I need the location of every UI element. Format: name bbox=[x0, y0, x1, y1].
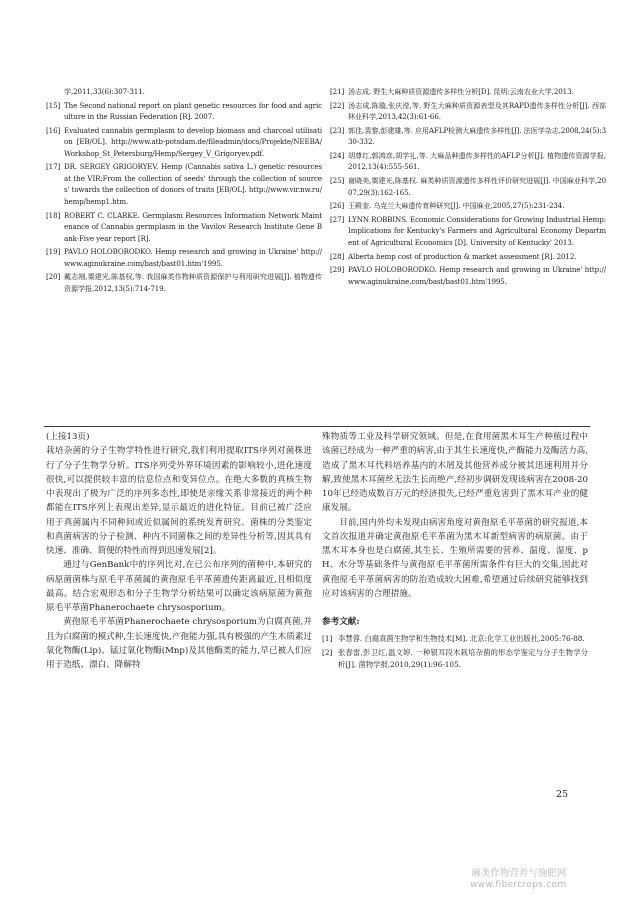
reference-entry: [17] DR. SERGEY GRIGORYEV. Hemp (Cannabis sativa L.) genetic resources at the VIR:From the collection of seeds' through the collection of sources' towards the collection of donors of traits [EB/OL]. http://www.vir.nw.ru/hemp/hemp1.htm. bbox=[46, 162, 322, 206]
reference-entry: [19] PAVLO HOLOBORODKO. Hemp research and growing in Ukraine' http://www.aginukraine.com/bast/bast01.htm'1995. bbox=[46, 247, 322, 268]
references-list bbox=[322, 633, 588, 671]
references-continued-right bbox=[330, 86, 606, 289]
reference-entry: [29] PAVLO HOLOBORODKO. Hemp research and growing in Ukraine' http://www.aginukraine.com/bast/bast01.htm'1995. bbox=[330, 265, 606, 286]
reference-entry: [18] ROBERT C. CLARKE. Germplasm Resources Information Network Maintenance of Cannabis germplasm in the Vavilov Research Institute Gene Bank-Five year report [R]. bbox=[46, 210, 322, 243]
reference-entry: [21] 汤志成. 野生大麻种质资源遗传多样性分析[D]. 昆明:云南农业大学,2013. bbox=[330, 87, 574, 96]
watermark bbox=[470, 869, 566, 890]
body-paragraph: 殊物质等工业及科学研究领域。但是,在食用菌黑木耳生产种植过程中该菌已经成为一种严重的病害,由于其生长速度快,产酶能力及酶活力高,造成了黑木耳代料培养基内的木屑及其他营养成分被其迅速利用并分解,致使黑木耳菌丝无法生长而绝产,经初步调研发现该病害在2008-2010年已经造成数百万元的经济损失,已经严重危害到了黑木耳产业的健康发展。 bbox=[322, 432, 589, 514]
section-divider bbox=[44, 426, 590, 427]
references-continued-left bbox=[46, 86, 322, 297]
reference-entry: [26] 王殿奎. 乌克兰大麻遗传育种研究[J]. 中国麻业,2005,27(5):231-234. bbox=[330, 201, 565, 211]
watermark-title: 麻类作物营养与施肥网 bbox=[471, 868, 567, 879]
reference-entry: [16] Evaluated cannabis germplasm to develop biomass and charcoal utilisation [EB/OL]. http://www.atb-potsdam.de/fileadmin/docs/Projekte/NEEBA/Workshop_St_Petersburg/Hemp/Sergey_V_Grigoryev.pdf. bbox=[46, 125, 322, 158]
reference-entry: [27] LYNN ROBBINS. Economic Considerations for Growing Industrial Hemp:Implications for Kentucky's Farmers and Agricultural Economy Department of Agricultural Economics [D]. University of Kentucky' 2013. bbox=[330, 214, 606, 247]
watermark-url: www.fibercrops.com bbox=[470, 879, 567, 890]
references-heading: 参考文献: bbox=[322, 617, 360, 628]
body-paragraph: 栽培杂菌的分子生物学特性进行研究,我们利用提取ITS序列对菌株进行了分子生物学分析。ITS序列受外界环境因素的影响较小,进化速度很快,可以提供较丰富的信息位点和变异位点。在绝大多数的真核生物中表现出了极为广泛的序列多态性,即使是亲缘关系非常接近的两个种都能在ITS序列上表现出差异,显示最近的进化特征。目前已被广泛应用于真菌属内不同种间或近似属间的系统发育研究、菌株的分类鉴定和真菌病害的分子检测、种内不同菌株之间的差异性分析等,因其具有快速、准确、简便的特性而得到迅速发展[2]。 bbox=[46, 446, 312, 557]
body-paragraph: 通过与GenBank中的序列比对,在已公布序列的菌种中,本研究的病原菌菌株与原毛平革菌属的黄孢原毛平革菌遗传距离最近,且相似度最高。结合宏观形态和分子生物学分析结果可以确定该病原菌为黄孢原毛平革菌Phanerochaete chrysosporium。 bbox=[46, 560, 312, 614]
reference-entry: [20] 戴志刚,粟建光,陈基权,等. 我国麻类作物种质资源保护与利用研究进展[J]. 植物遗传资源学报,2012,13(5):714-719. bbox=[46, 272, 322, 293]
reference-entry: [24] 胡尊红,郭鸿彦,胡学礼,等. 大麻品种遗传多样性的AFLP分析[J]. 植物遗传资源学报,2012,13(4):555-561. bbox=[330, 150, 606, 172]
reference-entry: [1] 李慧蓉. 白腐真菌生物学和生物技术[M]. 北京:化学工业出版社,2005:76-88. bbox=[322, 634, 585, 644]
reference-entry: [15] The Second national report on plant genetic resources for food and agriculture in the Russian Federation [R]. 2007. bbox=[46, 100, 322, 122]
reference-entry: [25] 谢晓美,粟建光,陈基权. 麻类种质资源遗传多样性评价研究进展[J]. 中国麻业科学,2007,29(3):162-165. bbox=[330, 176, 606, 197]
body-paragraph: 目前,国内外均未发现由病害角度对黄孢原毛平革菌的研究报道,本文首次报道并确定黄孢原毛平革菌为黑木耳新型病害的病原菌。由于黑木耳本身也是白腐菌,其生长、生殖所需要的营养、温度、湿度、pH、水分等基础条件与黄孢原毛平革菌所需条件有巨大的交集,因此对黄孢原毛平革菌病害的防治造成较大困难,希望通过后续研究能够找到应对该病害的合理措施。 bbox=[322, 517, 588, 599]
continued-from-note: (上接13页) bbox=[46, 432, 90, 442]
body-column-right bbox=[322, 430, 588, 673]
body-column-left bbox=[46, 430, 312, 673]
body-paragraph: 黄孢原毛平革菌Phanerochaete chrysosporium为白腐真菌,并且为白腐菌的模式种,生长速度快,产孢能力强,具有极强的产生木质素过氧化物酶(Lip)、锰过氧化物酶(Mnp)及其他酶类的能力,早已被人们应用于造纸、漂白、降解特 bbox=[46, 617, 313, 671]
reference-entry: [23] 郭佳,裴黎,彭建雄,等. 应用AFLP检测大麻遗传多样性[J]. 法医学杂志,2008,24(5):330-332. bbox=[330, 125, 606, 147]
reference-entry: [2] 张春雷,彭卫红,温文婷. 一种银耳段木栽培杂菌的形态学鉴定与分子生物学分析[J]. 菌物学报,2010,29(1):96-105. bbox=[322, 648, 588, 670]
reference-entry: [28] Alberta hemp cost of production & market assessment [R]. 2012. bbox=[330, 251, 577, 261]
reference-entry: [22] 汤志成,陈璇,张庆滢,等. 野生大麻种质资源表型及其RAPD遗传多样性分析[J]. 西部林业科学,2013,42(3):61-66. bbox=[330, 100, 606, 122]
page-number: 25 bbox=[556, 789, 569, 800]
reference-entry: 学,2011,33(6):307-311. bbox=[64, 87, 145, 96]
